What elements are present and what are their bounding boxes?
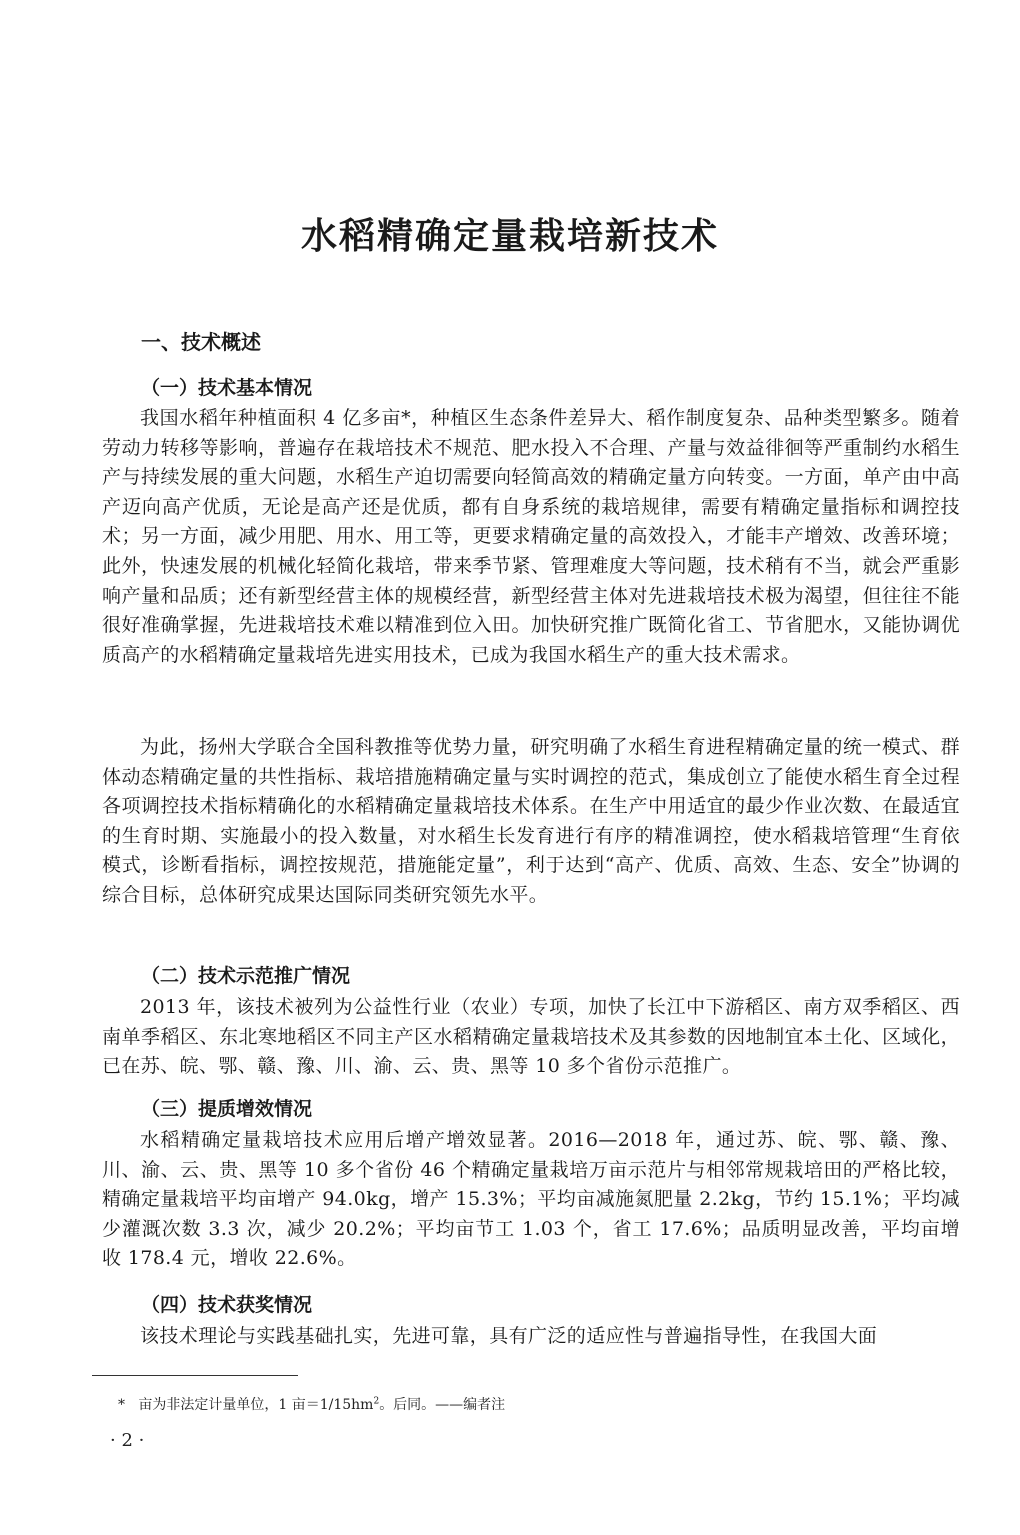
paragraph-basic-1: 我国水稻年种植面积 4 亿多亩*，种植区生态条件差异大、稻作制度复杂、品种类型繁多。随着劳动力转移等影响，普遍存在栽培技术不规范、肥水投入不合理、产量与效益徘徊等严重制约水稻生产与持续发展的重大问题，水稻生产迫切需要向轻简高效的精确定量方向转变。一方面，单产由中高产迈向高产优质，无论是高产还是优质，都有自身系统的栽培规律，需要有精确定量指标和调控技术；另一方面，减少用肥、用水、用工等，更要求精确定量的高效投入，才能丰产增效、改善环境；此外，快速发展的机械化轻简化栽培，带来季节紧、管理难度大等问题，技术稍有不当，就会严重影响产量和品质；还有新型经营主体的规模经营，新型经营主体对先进栽培技术极为渴望，但往往不能很好准确掌握，先进栽培技术难以精准到位入田。加快研究推广既简化省工、节省肥水，又能协调优质高产的水稻精确定量栽培先进实用技术，已成为我国水稻生产的重大技术需求。 — [102, 407, 960, 666]
subsection-heading-awards: （四）技术获奖情况 — [141, 1294, 313, 1316]
footnote-text: 亩为非法定计量单位，1 亩＝1/15hm — [138, 1397, 374, 1413]
paragraph-promotion: 2013 年，该技术被列为公益性行业（农业）专项，加快了长江中下游稻区、南方双季稻区、西南单季稻区、东北寒地稻区不同主产区水稻精确定量栽培技术及其参数的因地制宜本土化、区域化，已在苏、皖、鄂、赣、豫、川、渝、云、贵、黑等 10 多个省份示范推广。 — [102, 996, 960, 1078]
footnote-text-end: 。后同。——编者注 — [379, 1397, 506, 1413]
footnote — [118, 1394, 505, 1414]
paragraph-awards: 该技术理论与实践基础扎实，先进可靠，具有广泛的适应性与普遍指导性，在我国大面 — [140, 1325, 878, 1347]
page-title: 水稻精确定量栽培新技术 — [300, 216, 719, 257]
subsection-heading-efficiency: （三）提质增效情况 — [141, 1098, 313, 1120]
footnote-superscript: 2 — [373, 1396, 380, 1407]
footnote-divider — [92, 1375, 298, 1376]
footnote-marker: * — [118, 1397, 125, 1413]
page-number: · 2 · — [110, 1430, 145, 1451]
subsection-heading-basic: （一）技术基本情况 — [141, 377, 313, 399]
section-heading-overview: 一、技术概述 — [141, 330, 261, 354]
subsection-heading-promotion: （二）技术示范推广情况 — [141, 965, 351, 987]
paragraph-efficiency: 水稻精确定量栽培技术应用后增产增效显著。2016—2018 年，通过苏、皖、鄂、赣、豫、川、渝、云、贵、黑等 10 多个省份 46 个精确定量栽培万亩示范片与相邻常规栽培田的严格比较，精确定量栽培平均亩增产 94.0kg，增产 15.3%；平均亩减施氮肥量 2.2kg，节约 15.1%；平均减少灌溉次数 3.3 次，减少 20.2%；平均亩节工 1.03 个，省工 17.6%；品质明显改善，平均亩增收 178.4 元，增收 22.6%。 — [102, 1129, 960, 1270]
paragraph-basic-2: 为此，扬州大学联合全国科教推等优势力量，研究明确了水稻生育进程精确定量的统一模式、群体动态精确定量的共性指标、栽培措施精确定量与实时调控的范式，集成创立了能使水稻生育全过程各项调控技术指标精确化的水稻精确定量栽培技术体系。在生产中用适宜的最少作业次数、在最适宜的生育时期、实施最小的投入数量，对水稻生长发育进行有序的精准调控，使水稻栽培管理“生育依模式，诊断看指标，调控按规范，措施能定量”，利于达到“高产、优质、高效、生态、安全”协调的综合目标，总体研究成果达国际同类研究领先水平。 — [102, 736, 960, 906]
